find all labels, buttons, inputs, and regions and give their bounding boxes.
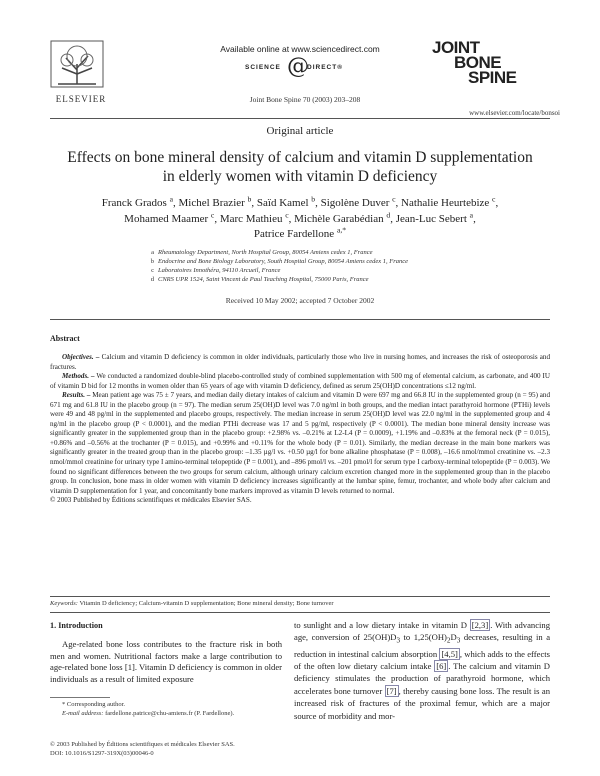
- abstract-top-divider: [50, 319, 550, 320]
- affiliations: [140, 248, 480, 284]
- results-text: Mean patient age was 75 ± 7 years, and median daily dietary intakes of calcium and vitamin D were 697 mg and 66.8 IU in the supplemented group (n = 95) and 671 mg and 61.8 IU in the placebo group (n = 97). The median serum 25(OH)D level was 7.0 ng/ml in both groups, and the median intact parathyroid hormone (PTHi) levels were 49 and 48 pg/ml in the supplemented and placebo groups, respectively. The median increase in serum 25(OH)D level was 22.0 ng/ml in the supplemented group and 4 ng/ml in the placebo group (P < 0.0001), and the median PTHi decrease was 17 and 5 pg/ml, respectively (P < 0.0001). The median bone mineral density increase was significantly greater in the supplemented group than in the placebo group: +2.98% vs. –0.21% at L2-L4 (P = 0.0009), +1.19% and –0.83% at the femoral neck (P = 0.015), +0.86% and –0.56% at the trochanter (P = 0.015), and +0.99% and +0.11% for the whole body (P = 0.01). Similarly, the median decrease in the main bone markers was significantly greater in the treated group than in the placebo group: –1.35 µg/l vs. +0.50 µg/l for bone alkaline phosphatase (P = 0.008), –16.6 nmol/mmol creatinine vs. –2.3 nmol/mmol creatinine for urinary type I amino-terminal telopeptide (P = 0.001), and –896 pmol/l vs. –201 pmol/l for serum type I carboxy-terminal telopeptide (P = 0.003). We found no significant differences between the two groups for serum calcium, although urinary calcium excretion changed more in the supplemented group than in the placebo group. In conclusion, bone mass in older women with vitamin D deficiency increases significantly at the lumbar spine, femur, trochanter, and whole body after calcium and vitamin D supplementation for 1 year, and concomitantly bone markers improved as vitamin D levels returned to normal.: [50, 391, 550, 495]
- sd-left-text: SCIENCE: [245, 64, 281, 71]
- abstract-bottom-divider: [50, 596, 550, 597]
- methods-text: We conducted a randomized double-blind placebo-controlled study of combined supplementation with 500 mg of elemental calcium, as carbonate, and 400 IU of vitamin D bid for 12 months in women older than 65 years of age with vitamin D deficiency, defined as serum 25(OH)D concentrations ≤12 ng/ml.: [50, 372, 550, 390]
- article-type: Original article: [266, 125, 334, 137]
- received-dates: Received 10 May 2002; accepted 7 October 2002: [225, 296, 375, 305]
- elsevier-tree-icon: [50, 40, 104, 88]
- affiliation-marker: b: [150, 258, 154, 265]
- elsevier-logo: [50, 40, 112, 104]
- affiliation: [140, 266, 480, 275]
- affiliation-text: CNRS UPR 1524, Saint Vincent de Paul Teaching Hospital, 75000 Paris, France: [158, 276, 369, 283]
- objectives-text: Calcium and vitamin D deficiency is common in older individuals, particularly those who live in nursing homes, and increases the risk of osteoporosis and fractures.: [50, 353, 551, 371]
- affiliation-text: Rheumatology Department, North Hospital Group, 80054 Amiens cedex 1, France: [158, 249, 373, 256]
- intro-paragraph: Age-related bone loss contributes to the fracture risk in both men and women. Nutritional factors make a large contribution to age-related bone loss [1]. Vitamin D deficiency is common in older individuals as a result of limited exposure: [50, 639, 282, 684]
- sd-at-icon: @: [287, 54, 310, 79]
- abstract-methods: [50, 372, 550, 391]
- email-label: E-mail address:: [62, 710, 104, 717]
- footer-doi[interactable]: DOI: 10.1016/S1297-319X(03)00046-0: [50, 750, 154, 757]
- abstract-heading: Abstract: [50, 334, 80, 343]
- article-title: Effects on bone mineral density of calcium and vitamin D supplementation in elderly women with vitamin D deficiency: [67, 149, 533, 185]
- journal-url[interactable]: www.elsevier.com/locate/bonsoi: [469, 109, 560, 117]
- section-heading: 1. Introduction: [50, 621, 103, 630]
- affiliation: [140, 275, 480, 284]
- abstract-objectives: [50, 353, 550, 372]
- objectives-label: Objectives. –: [62, 353, 100, 361]
- journal-logo-line: SPINE: [468, 68, 517, 87]
- abstract-results: [50, 391, 550, 496]
- abstract-body: [50, 353, 550, 506]
- footnote-divider: [50, 697, 110, 698]
- methods-label: Methods. –: [62, 372, 95, 381]
- sciencedirect-logo: [245, 56, 355, 82]
- email-note: [50, 709, 282, 718]
- header-divider: [50, 118, 550, 119]
- available-online-text: Available online at www.sciencedirect.com: [220, 44, 380, 54]
- publisher-name: ELSEVIER: [55, 94, 107, 104]
- affiliation-marker: c: [151, 267, 154, 274]
- left-column: [50, 639, 282, 685]
- affiliation-marker: d: [150, 276, 154, 283]
- keywords-text: Vitamin D deficiency; Calcium-vitamin D supplementation; Bone mineral density; Bone turnover: [77, 600, 334, 607]
- journal-logo-line: JOINT: [432, 38, 480, 57]
- sd-right-text: DIRECT®: [307, 64, 343, 71]
- corresponding-author-note: * Corresponding author.: [62, 701, 126, 708]
- journal-logo: [432, 40, 542, 85]
- page-footer: [50, 740, 290, 758]
- results-label: Results. –: [62, 391, 91, 400]
- keywords-divider: [50, 612, 550, 613]
- footnote: [50, 700, 282, 718]
- affiliation-text: Endocrine and Bone Biology Laboratory, South Hospital Group, 80054 Amiens cedex 1, France: [158, 258, 409, 265]
- footer-copyright: © 2003 Published by Éditions scientifiques et médicales Elsevier SAS.: [50, 741, 235, 748]
- affiliation-marker: a: [151, 249, 154, 256]
- email-address[interactable]: fardellone.patrice@chu-amiens.fr (P. Fardellone).: [103, 710, 235, 717]
- abstract-copyright: © 2003 Published by Éditions scientifiques et médicales Elsevier SAS.: [50, 496, 252, 505]
- affiliation: [140, 257, 480, 266]
- author-list: Franck Grados $^a$, Michel Brazier $^b$, Saïd Kamel $^b$, Sigolène Duver $^c$, Nathalie Heurtebize $^c$, Mohamed Maamer $^c$, Marc Mathieu $^c$, Michèle Garabédian $^d$, Jean-Luc Sebert $^a$, Patrice Fardellone $^{a,*}$: [101, 194, 499, 240]
- journal-logo-line: BONE: [454, 53, 502, 72]
- affiliation-text: Laboratoires Innothéra, 94110 Arcueil, France: [158, 267, 281, 274]
- keywords: [50, 600, 334, 607]
- keywords-label: Keywords:: [50, 600, 78, 607]
- affiliation: [140, 248, 480, 257]
- right-column: to sunlight and a low dietary intake in vitamin D [2,3] . With advancing age, conversion of $25(OH)D_3$ to $1,25(OH)_2D_3$ decreases, resulting in a reduction in intestinal calcium absorption [4,5] , which adds to the effects of the often low dietary calcium intake [6] . The calcium and vitamin D deficiency stimulates the production of parathyroid hormone, which accelerates bone turnover [7] , thereby causing bone loss. The result is an increased risk of fractures of the proximal femur, which are a major source of morbidity and mor-: [294, 620, 551, 721]
- journal-reference: Joint Bone Spine 70 (2003) 203–208: [249, 95, 361, 104]
